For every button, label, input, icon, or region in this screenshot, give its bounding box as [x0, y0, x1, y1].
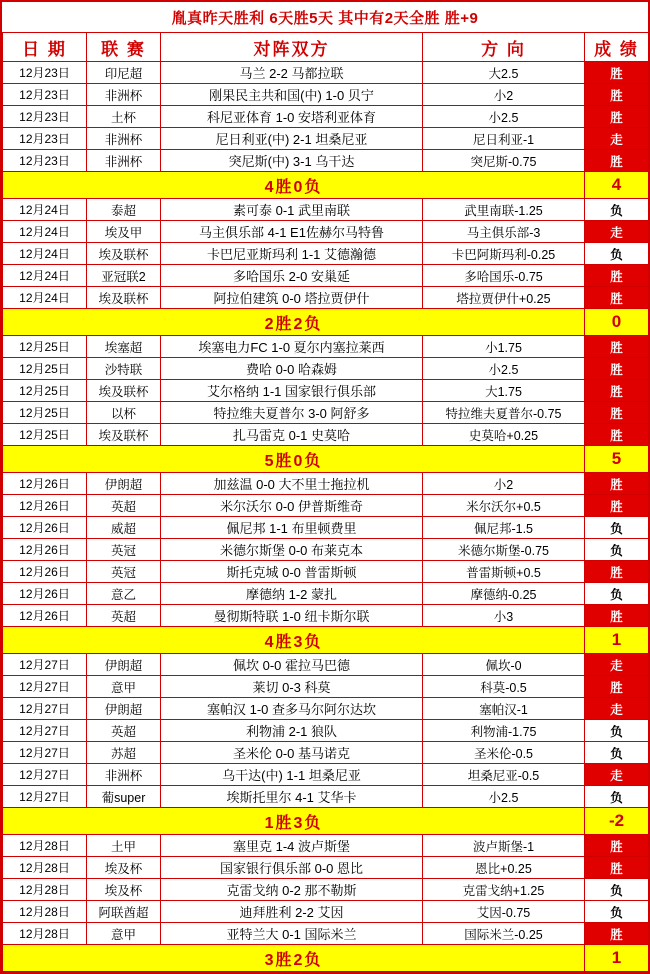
match-direction: 大1.75 [423, 380, 585, 402]
match-league: 阿联酋超 [87, 901, 161, 923]
summary-label: 2胜2负 [3, 309, 585, 336]
table-row [3, 62, 649, 84]
match-league: 伊朗超 [87, 473, 161, 495]
summary-score: 1 [585, 627, 649, 654]
table-row [3, 539, 649, 561]
match-result-badge: 负 [585, 539, 649, 561]
match-teams: 素可泰 0-1 武里南联 [161, 199, 423, 221]
match-league: 亚冠联2 [87, 265, 161, 287]
match-league: 英冠 [87, 539, 161, 561]
summary-score: 4 [585, 172, 649, 199]
match-direction: 科莫-0.5 [423, 676, 585, 698]
match-result-badge: 胜 [585, 561, 649, 583]
table-row [3, 605, 649, 627]
match-result-badge: 胜 [585, 495, 649, 517]
match-league: 埃及杯 [87, 879, 161, 901]
match-league: 威超 [87, 517, 161, 539]
match-teams: 加兹温 0-0 大不里士拖拉机 [161, 473, 423, 495]
match-direction: 利物浦-1.75 [423, 720, 585, 742]
table-row [3, 901, 649, 923]
match-date: 12月27日 [3, 654, 87, 676]
match-league: 沙特联 [87, 358, 161, 380]
match-date: 12月23日 [3, 150, 87, 172]
match-league: 非洲杯 [87, 764, 161, 786]
match-result-badge: 胜 [585, 150, 649, 172]
match-direction: 小2.5 [423, 106, 585, 128]
match-date: 12月26日 [3, 605, 87, 627]
match-date: 12月26日 [3, 561, 87, 583]
table-row [3, 473, 649, 495]
table-row [3, 380, 649, 402]
table-row [3, 424, 649, 446]
summary-score: -2 [585, 808, 649, 835]
match-result-badge: 胜 [585, 358, 649, 380]
match-teams: 米尔沃尔 0-0 伊普斯维奇 [161, 495, 423, 517]
match-result-badge: 负 [585, 243, 649, 265]
match-league: 非洲杯 [87, 84, 161, 106]
results-table [2, 32, 649, 972]
summary-label: 1胜3负 [3, 808, 585, 835]
match-league: 英超 [87, 605, 161, 627]
match-league: 英超 [87, 720, 161, 742]
match-league: 伊朗超 [87, 654, 161, 676]
table-row [3, 879, 649, 901]
match-result-badge: 负 [585, 517, 649, 539]
match-league: 葡super [87, 786, 161, 808]
match-league: 埃及联杯 [87, 424, 161, 446]
table-row [3, 265, 649, 287]
match-direction: 突尼斯-0.75 [423, 150, 585, 172]
table-row [3, 742, 649, 764]
match-result-badge: 胜 [585, 287, 649, 309]
match-league: 印尼超 [87, 62, 161, 84]
match-result-badge: 负 [585, 786, 649, 808]
match-direction: 尼日利亚-1 [423, 128, 585, 150]
match-date: 12月28日 [3, 901, 87, 923]
match-direction: 塔拉贾伊什+0.25 [423, 287, 585, 309]
match-result-badge: 胜 [585, 84, 649, 106]
match-direction: 摩德纳-0.25 [423, 583, 585, 605]
match-date: 12月28日 [3, 835, 87, 857]
match-direction: 多哈国乐-0.75 [423, 265, 585, 287]
match-teams: 塞帕汉 1-0 查多马尔阿尔达坎 [161, 698, 423, 720]
match-league: 非洲杯 [87, 150, 161, 172]
match-result-badge: 胜 [585, 473, 649, 495]
match-result-badge: 胜 [585, 676, 649, 698]
match-result-badge: 走 [585, 764, 649, 786]
match-league: 土甲 [87, 835, 161, 857]
summary-score: 0 [585, 309, 649, 336]
match-teams: 迪拜胜利 2-2 艾因 [161, 901, 423, 923]
match-league: 埃及联杯 [87, 243, 161, 265]
match-direction: 克雷戈纳+1.25 [423, 879, 585, 901]
match-teams: 埃塞电力FC 1-0 夏尔内塞拉莱西 [161, 336, 423, 358]
match-date: 12月28日 [3, 923, 87, 945]
match-direction: 圣米伦-0.5 [423, 742, 585, 764]
match-direction: 史莫哈+0.25 [423, 424, 585, 446]
match-direction: 小1.75 [423, 336, 585, 358]
summary-label: 4胜3负 [3, 627, 585, 654]
match-result-badge: 走 [585, 654, 649, 676]
summary-row [3, 808, 649, 835]
match-league: 土杯 [87, 106, 161, 128]
match-direction: 武里南联-1.25 [423, 199, 585, 221]
table-row [3, 517, 649, 539]
match-league: 意甲 [87, 923, 161, 945]
table-row [3, 857, 649, 879]
match-result-badge: 负 [585, 901, 649, 923]
match-result-badge: 走 [585, 128, 649, 150]
summary-score: 5 [585, 446, 649, 473]
match-direction: 波卢斯堡-1 [423, 835, 585, 857]
table-row [3, 243, 649, 265]
match-league: 埃及联杯 [87, 287, 161, 309]
column-header-date: 日 期 [3, 33, 87, 62]
match-result-badge: 胜 [585, 336, 649, 358]
match-direction: 马主俱乐部-3 [423, 221, 585, 243]
match-date: 12月25日 [3, 380, 87, 402]
match-date: 12月23日 [3, 128, 87, 150]
match-direction: 大2.5 [423, 62, 585, 84]
match-result-badge: 走 [585, 221, 649, 243]
match-teams: 摩德纳 1-2 蒙扎 [161, 583, 423, 605]
match-direction: 小2 [423, 473, 585, 495]
match-teams: 突尼斯(中) 3-1 乌干达 [161, 150, 423, 172]
match-league: 埃塞超 [87, 336, 161, 358]
match-date: 12月24日 [3, 287, 87, 309]
match-teams: 塞里克 1-4 波卢斯堡 [161, 835, 423, 857]
match-date: 12月23日 [3, 62, 87, 84]
match-date: 12月27日 [3, 786, 87, 808]
table-row [3, 654, 649, 676]
match-league: 英冠 [87, 561, 161, 583]
match-result-badge: 胜 [585, 835, 649, 857]
match-teams: 卡巴尼亚斯玛利 1-1 艾德瀚德 [161, 243, 423, 265]
match-direction: 米德尔斯堡-0.75 [423, 539, 585, 561]
table-row [3, 84, 649, 106]
match-teams: 亚特兰大 0-1 国际米兰 [161, 923, 423, 945]
match-direction: 特拉维夫夏普尔-0.75 [423, 402, 585, 424]
match-result-badge: 负 [585, 720, 649, 742]
summary-row [3, 172, 649, 199]
match-date: 12月26日 [3, 473, 87, 495]
match-teams: 刚果民主共和国(中) 1-0 贝宁 [161, 84, 423, 106]
match-date: 12月27日 [3, 698, 87, 720]
match-direction: 小3 [423, 605, 585, 627]
match-result-badge: 负 [585, 583, 649, 605]
table-row [3, 583, 649, 605]
summary-score: 1 [585, 945, 649, 972]
column-header-direction: 方 向 [423, 33, 585, 62]
match-date: 12月25日 [3, 336, 87, 358]
match-result-badge: 走 [585, 698, 649, 720]
match-direction: 米尔沃尔+0.5 [423, 495, 585, 517]
match-direction: 佩坎-0 [423, 654, 585, 676]
summary-label: 3胜2负 [3, 945, 585, 972]
table-row [3, 336, 649, 358]
match-result-badge: 胜 [585, 923, 649, 945]
match-result-badge: 胜 [585, 605, 649, 627]
match-teams: 科尼亚体育 1-0 安塔利亚体育 [161, 106, 423, 128]
match-league: 苏超 [87, 742, 161, 764]
match-league: 埃及联杯 [87, 380, 161, 402]
summary-row [3, 945, 649, 972]
match-result-badge: 负 [585, 742, 649, 764]
match-teams: 曼彻斯特联 1-0 纽卡斯尔联 [161, 605, 423, 627]
table-row [3, 106, 649, 128]
match-date: 12月26日 [3, 517, 87, 539]
summary-label: 5胜0负 [3, 446, 585, 473]
column-header-league: 联 赛 [87, 33, 161, 62]
match-teams: 佩尼邦 1-1 布里顿费里 [161, 517, 423, 539]
match-result-badge: 胜 [585, 62, 649, 84]
match-date: 12月27日 [3, 742, 87, 764]
table-body [3, 62, 649, 972]
match-league: 泰超 [87, 199, 161, 221]
match-teams: 马主俱乐部 4-1 E1佐赫尔马特鲁 [161, 221, 423, 243]
match-direction: 佩尼邦-1.5 [423, 517, 585, 539]
table-row [3, 835, 649, 857]
page-title: 胤真昨天胜利 6天胜5天 其中有2天全胜 胜+9 [171, 10, 479, 27]
summary-label: 4胜0负 [3, 172, 585, 199]
table-row [3, 128, 649, 150]
match-direction: 卡巴阿斯玛利-0.25 [423, 243, 585, 265]
match-teams: 扎马雷克 0-1 史莫哈 [161, 424, 423, 446]
match-date: 12月23日 [3, 106, 87, 128]
match-direction: 小2.5 [423, 358, 585, 380]
match-teams: 乌干达(中) 1-1 坦桑尼亚 [161, 764, 423, 786]
match-result-badge: 胜 [585, 857, 649, 879]
match-direction: 恩比+0.25 [423, 857, 585, 879]
match-date: 12月24日 [3, 221, 87, 243]
match-date: 12月28日 [3, 857, 87, 879]
summary-row [3, 446, 649, 473]
match-date: 12月24日 [3, 199, 87, 221]
table-row [3, 287, 649, 309]
match-league: 埃及甲 [87, 221, 161, 243]
match-date: 12月27日 [3, 676, 87, 698]
match-teams: 国家银行俱乐部 0-0 恩比 [161, 857, 423, 879]
match-result-badge: 胜 [585, 380, 649, 402]
match-result-badge: 负 [585, 879, 649, 901]
match-direction: 坦桑尼亚-0.5 [423, 764, 585, 786]
match-teams: 莱切 0-3 科莫 [161, 676, 423, 698]
match-direction: 塞帕汉-1 [423, 698, 585, 720]
match-league: 伊朗超 [87, 698, 161, 720]
match-date: 12月28日 [3, 879, 87, 901]
match-date: 12月25日 [3, 424, 87, 446]
match-date: 12月24日 [3, 265, 87, 287]
match-teams: 利物浦 2-1 狼队 [161, 720, 423, 742]
table-row [3, 561, 649, 583]
match-teams: 尼日利亚(中) 2-1 坦桑尼亚 [161, 128, 423, 150]
match-teams: 多哈国乐 2-0 安巢延 [161, 265, 423, 287]
match-direction: 国际米兰-0.25 [423, 923, 585, 945]
table-row [3, 402, 649, 424]
summary-row [3, 627, 649, 654]
match-date: 12月25日 [3, 402, 87, 424]
match-date: 12月23日 [3, 84, 87, 106]
match-teams: 艾尔格纳 1-1 国家银行俱乐部 [161, 380, 423, 402]
match-direction: 小2.5 [423, 786, 585, 808]
match-league: 意乙 [87, 583, 161, 605]
match-league: 埃及杯 [87, 857, 161, 879]
table-row [3, 358, 649, 380]
match-teams: 米德尔斯堡 0-0 布莱克本 [161, 539, 423, 561]
match-teams: 埃斯托里尔 4-1 艾华卡 [161, 786, 423, 808]
match-date: 12月27日 [3, 764, 87, 786]
match-result-badge: 胜 [585, 402, 649, 424]
table-row [3, 199, 649, 221]
table-row [3, 676, 649, 698]
column-header-match: 对阵双方 [161, 33, 423, 62]
column-header-result: 成 绩 [585, 33, 649, 62]
match-teams: 圣米伦 0-0 基马诺克 [161, 742, 423, 764]
match-date: 12月26日 [3, 583, 87, 605]
table-row [3, 764, 649, 786]
match-teams: 佩坎 0-0 霍拉马巴德 [161, 654, 423, 676]
match-teams: 斯托克城 0-0 普雷斯顿 [161, 561, 423, 583]
match-teams: 阿拉伯建筑 0-0 塔拉贾伊什 [161, 287, 423, 309]
table-row [3, 786, 649, 808]
match-teams: 特拉维夫夏普尔 3-0 阿舒多 [161, 402, 423, 424]
table-row [3, 495, 649, 517]
match-league: 非洲杯 [87, 128, 161, 150]
match-date: 12月26日 [3, 495, 87, 517]
table-row [3, 150, 649, 172]
table-row [3, 720, 649, 742]
match-league: 英超 [87, 495, 161, 517]
match-date: 12月25日 [3, 358, 87, 380]
match-league: 意甲 [87, 676, 161, 698]
summary-row [3, 309, 649, 336]
table-row [3, 698, 649, 720]
match-direction: 艾因-0.75 [423, 901, 585, 923]
match-result-badge: 胜 [585, 265, 649, 287]
match-teams: 马兰 2-2 马都拉联 [161, 62, 423, 84]
match-date: 12月26日 [3, 539, 87, 561]
table-row [3, 923, 649, 945]
table-header-row [3, 33, 649, 62]
match-teams: 费哈 0-0 哈森姆 [161, 358, 423, 380]
match-result-badge: 负 [585, 199, 649, 221]
match-teams: 克雷戈纳 0-2 那不勒斯 [161, 879, 423, 901]
match-direction: 普雷斯顿+0.5 [423, 561, 585, 583]
match-result-badge: 胜 [585, 424, 649, 446]
match-date: 12月24日 [3, 243, 87, 265]
match-league: 以杯 [87, 402, 161, 424]
match-result-badge: 胜 [585, 106, 649, 128]
table-row [3, 221, 649, 243]
match-direction: 小2 [423, 84, 585, 106]
match-date: 12月27日 [3, 720, 87, 742]
